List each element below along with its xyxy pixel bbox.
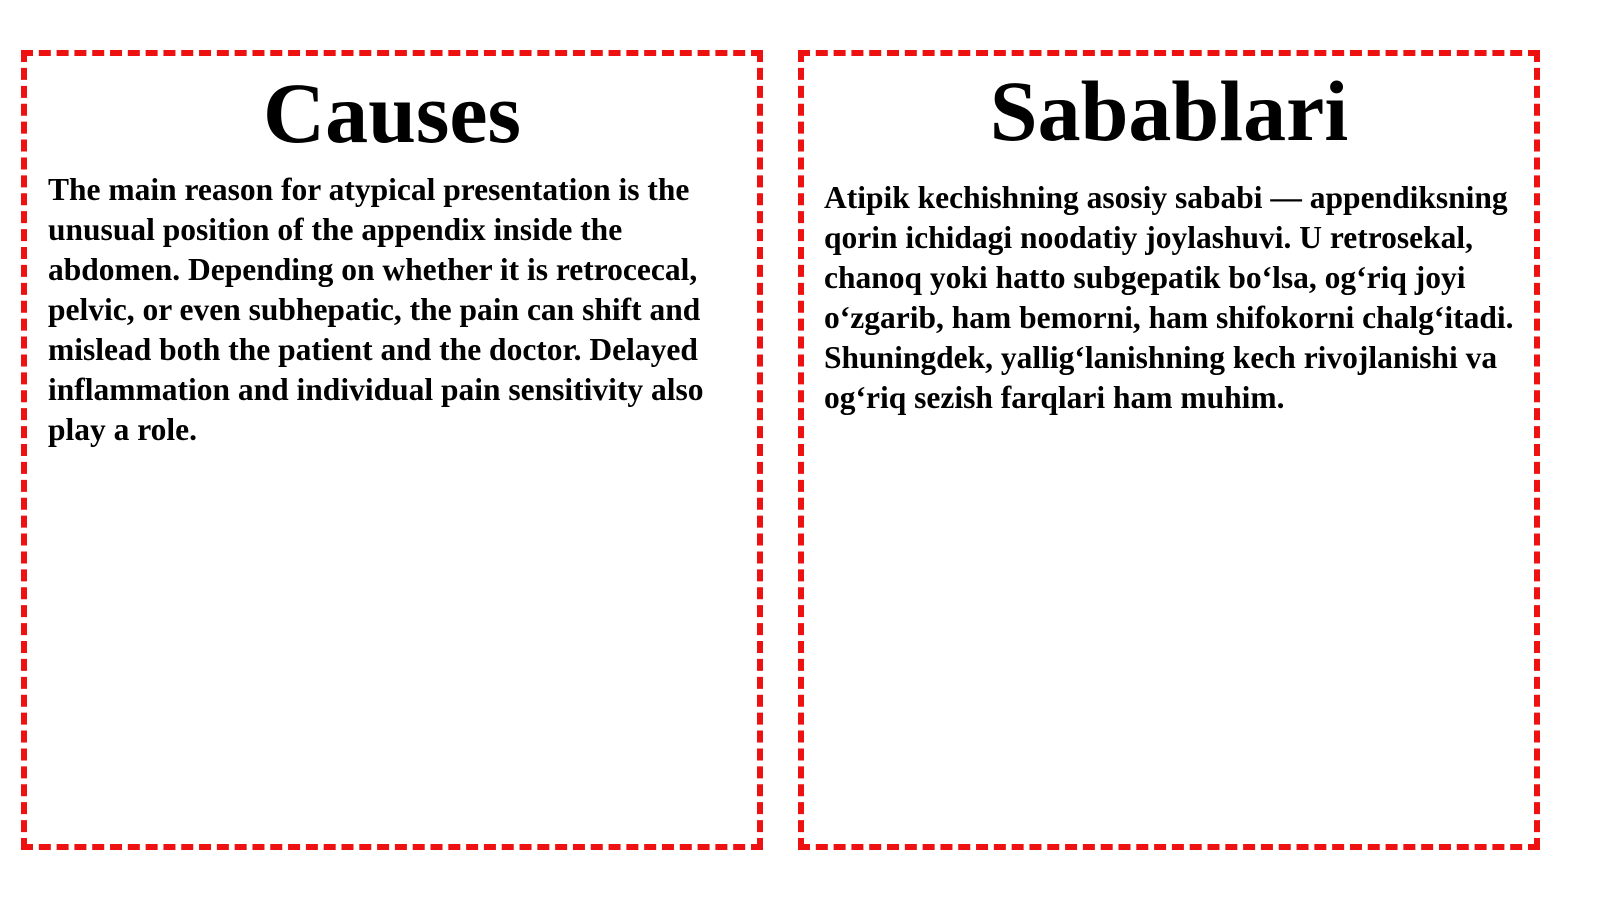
causes-panel xyxy=(21,50,763,850)
causes-title: Causes xyxy=(262,65,522,161)
sabablari-panel xyxy=(798,50,1540,850)
sabablari-title: Sabablari xyxy=(989,63,1349,159)
sabablari-text: Atipik kechishning asosiy sababi — appendiksning qorin ichidagi noodatiy joylashuvi. U retrosekal, chanoq yoki hatto subgepatik bo‘lsa, og‘riq joyi o‘zgarib, ham bemorni, ham shifokorni chalg‘itadi. Shuningdek, yallig‘lanishning kech rivojlanishi va og‘riq sezish farqlari ham muhim. xyxy=(824,180,1514,415)
causes-text: The main reason for atypical presentation is the unusual position of the appendix inside the abdomen. Depending on whether it is retrocecal, pelvic, or even subhepatic, the pain can shift and mislead both the patient and the doctor. Delayed inflammation and individual pain sensitivity also play a role. xyxy=(48,172,704,447)
